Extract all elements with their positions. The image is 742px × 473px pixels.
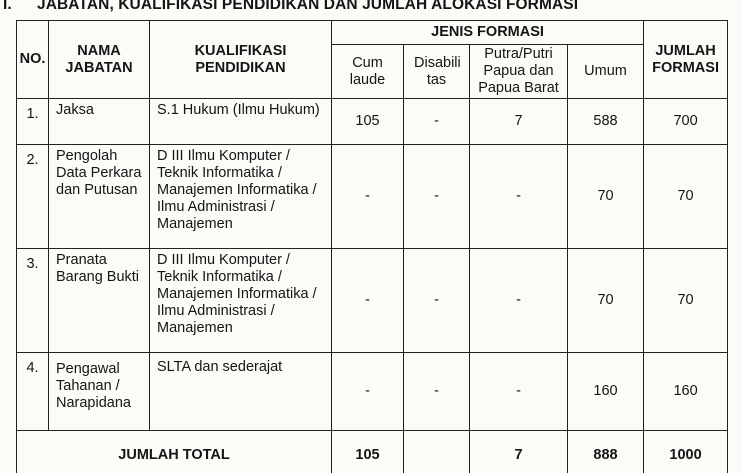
header-cumlaude: Cum laude — [332, 45, 404, 99]
section-number: I. — [3, 0, 12, 13]
row-umum: 70 — [568, 249, 644, 353]
formasi-table — [16, 20, 728, 473]
row-disabilitas: - — [404, 145, 470, 249]
table-row — [17, 145, 728, 249]
row-umum: 160 — [568, 353, 644, 431]
row-jabatan: Pranata Barang Bukti — [49, 249, 150, 353]
row-jumlah: 70 — [644, 145, 728, 249]
header-jenis-formasi: JENIS FORMASI — [332, 21, 644, 45]
header-jumlah-formasi: JUMLAH FORMASI — [644, 21, 728, 99]
header-umum: Umum — [568, 45, 644, 99]
row-papua: 7 — [470, 99, 568, 145]
row-jabatan: Pengolah Data Perkara dan Putusan — [49, 145, 150, 249]
row-kualifikasi: D III Ilmu Komputer / Teknik Informatika / Manajemen Informatika / Ilmu Administrasi / Manajemen — [150, 145, 332, 249]
row-umum: 70 — [568, 145, 644, 249]
header-putra-papua: Putra/Putri Papua dan Papua Barat — [470, 45, 568, 99]
total-umum: 888 — [568, 431, 644, 473]
row-jabatan: Jaksa — [49, 99, 150, 145]
row-kualifikasi: S.1 Hukum (Ilmu Hukum) — [150, 99, 332, 145]
section-heading — [3, 0, 578, 14]
row-jumlah: 160 — [644, 353, 728, 431]
row-no: 4. — [17, 353, 49, 431]
header-no: NO. — [17, 21, 49, 99]
table-row — [17, 99, 728, 145]
section-title: JABATAN, KUALIFIKASI PENDIDIKAN DAN JUMLAH ALOKASI FORMASI — [37, 0, 579, 13]
row-papua: - — [470, 249, 568, 353]
row-kualifikasi: D III Ilmu Komputer / Teknik Informatika / Manajemen Informatika / Ilmu Administrasi / Manajemen — [150, 249, 332, 353]
header-nama-jabatan: NAMA JABATAN — [49, 21, 150, 99]
table-row — [17, 249, 728, 353]
header-kualifikasi: KUALIFIKASI PENDIDIKAN — [150, 21, 332, 99]
total-cumlaude: 105 — [332, 431, 404, 473]
total-papua: 7 — [470, 431, 568, 473]
row-cumlaude: 105 — [332, 99, 404, 145]
row-cumlaude: - — [332, 249, 404, 353]
total-disabilitas — [404, 431, 470, 473]
total-row — [17, 431, 728, 473]
row-disabilitas: - — [404, 353, 470, 431]
row-kualifikasi: SLTA dan sederajat — [150, 353, 332, 431]
row-umum: 588 — [568, 99, 644, 145]
header-row-1 — [17, 21, 728, 45]
row-disabilitas: - — [404, 99, 470, 145]
total-jumlah: 1000 — [644, 431, 728, 473]
row-cumlaude: - — [332, 353, 404, 431]
total-label: JUMLAH TOTAL — [17, 431, 332, 473]
row-papua: - — [470, 353, 568, 431]
row-jabatan: Pengawal Tahanan / Narapidana — [49, 353, 150, 431]
row-jumlah: 700 — [644, 99, 728, 145]
row-no: 1. — [17, 99, 49, 145]
table-row — [17, 353, 728, 431]
row-disabilitas: - — [404, 249, 470, 353]
header-disabilitas: Disabili tas — [404, 45, 470, 99]
row-jumlah: 70 — [644, 249, 728, 353]
row-cumlaude: - — [332, 145, 404, 249]
row-no: 2. — [17, 145, 49, 249]
row-no: 3. — [17, 249, 49, 353]
row-papua: - — [470, 145, 568, 249]
